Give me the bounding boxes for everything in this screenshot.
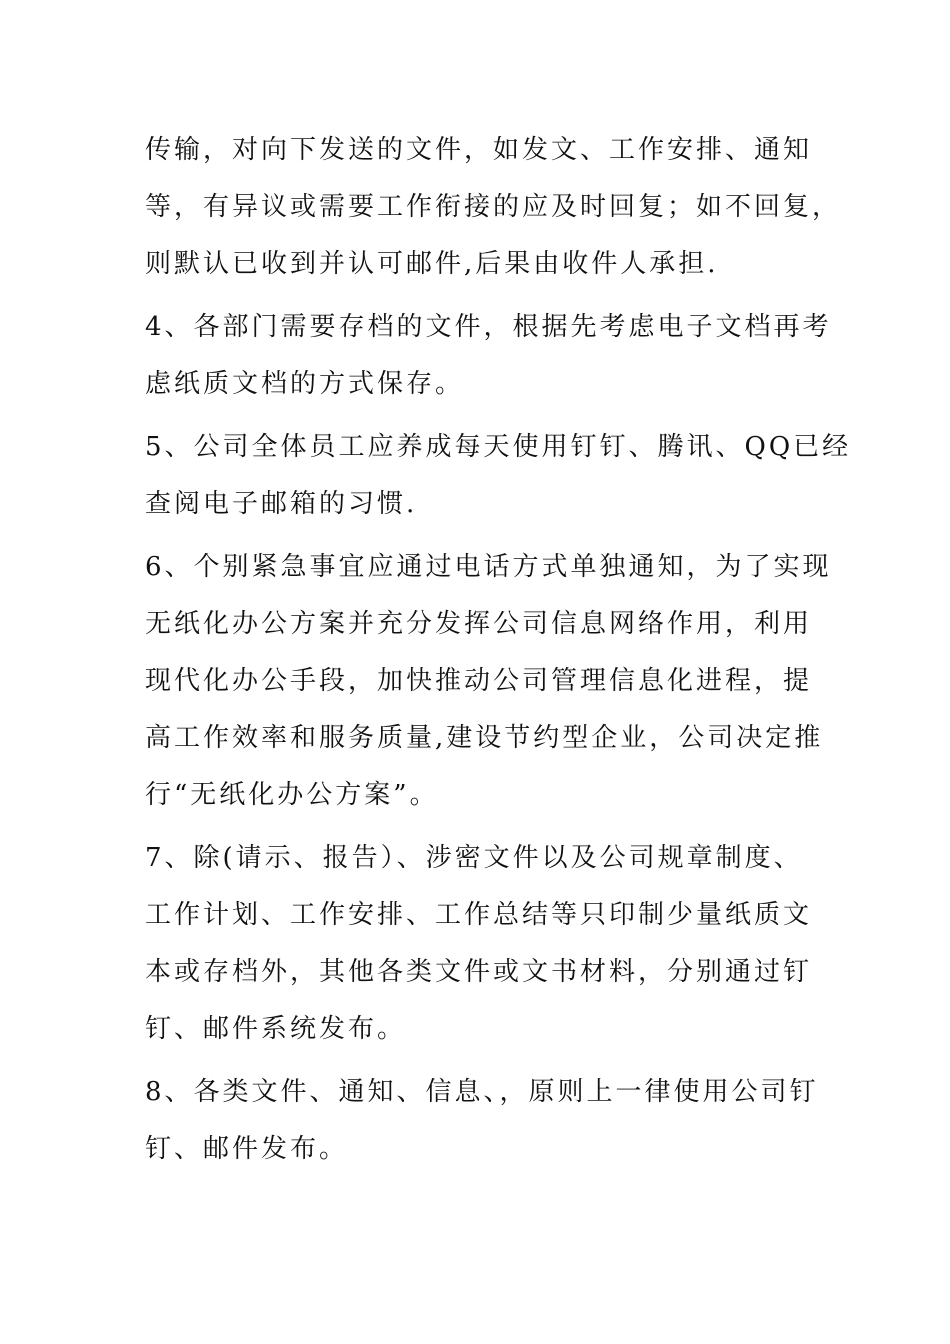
text-line: 虑纸质文档的方式保存。 <box>145 369 465 399</box>
paragraph-item-5 <box>145 419 852 533</box>
text-line: 查阅电子邮箱的习惯. <box>145 489 418 519</box>
text-line: 4、各部门需要存档的文件，根据先考虑电子文档再考 <box>145 312 832 342</box>
text-line: 工作计划、工作安排、工作总结等只印制少量纸质文 <box>145 900 813 930</box>
text-line: 钉、邮件系统发布。 <box>145 1014 407 1044</box>
paragraph-item-7 <box>145 830 815 1058</box>
text-line: 5、公司全体员工应养成每天使用钉钉、腾讯、QQ已经 <box>145 432 852 462</box>
text-line: 行“无纸化办公方案”。 <box>145 780 439 810</box>
text-line: 钉、邮件发布。 <box>145 1134 349 1164</box>
text-line: 传输，对向下发送的文件，如发文、工作安排、通知 <box>145 135 813 165</box>
text-line: 6、个别紧急事宜应通过电话方式单独通知，为了实现 <box>145 552 832 582</box>
text-line: 7、除(请示、报告）、涉密文件以及公司规章制度、 <box>145 843 803 873</box>
text-line: 现代化办公手段，加快推动公司管理信息化进程，提 <box>145 666 813 696</box>
paragraph-item-4 <box>145 299 832 413</box>
paragraph-item-6 <box>145 539 832 824</box>
paragraph-continuation <box>145 122 842 293</box>
text-line: 本或存档外，其他各类文件或文书材料，分别通过钉 <box>145 957 813 987</box>
text-line: 8、各类文件、通知、信息、，原则上一律使用公司钉 <box>145 1077 819 1107</box>
text-line: 等，有异议或需要工作衔接的应及时回复；如不回复， <box>145 192 842 222</box>
paragraph-item-8 <box>145 1064 819 1178</box>
text-line: 则默认已收到并认可邮件,后果由收件人承担. <box>145 249 719 279</box>
document-body <box>145 122 852 1184</box>
text-line: 无纸化办公方案并充分发挥公司信息网络作用，利用 <box>145 609 813 639</box>
text-line: 高工作效率和服务质量,建设节约型企业，公司决定推 <box>145 723 824 753</box>
